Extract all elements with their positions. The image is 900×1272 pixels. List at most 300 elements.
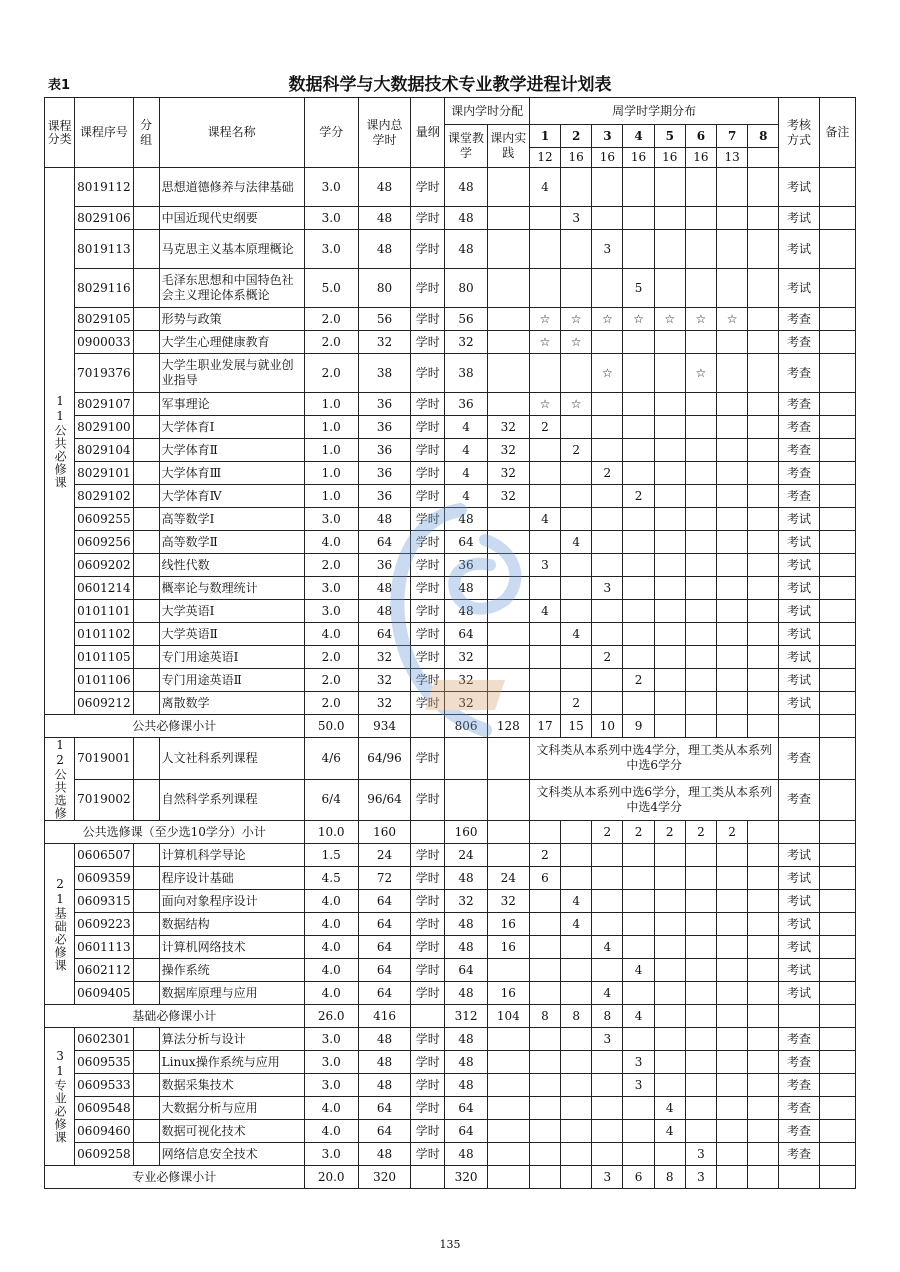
term-cell	[529, 936, 560, 959]
hours-cell: 48	[358, 1051, 410, 1074]
group-cell	[133, 508, 159, 531]
term-cell	[561, 600, 592, 623]
remark-cell	[819, 416, 855, 439]
remark-cell	[819, 1074, 855, 1097]
term-cell	[529, 269, 560, 308]
section-category: 21基础必修课	[45, 844, 75, 1005]
course-name: 线性代数	[159, 554, 304, 577]
group-cell	[133, 269, 159, 308]
subtotal-exam	[779, 821, 819, 844]
exam-cell: 考试	[779, 600, 819, 623]
term-cell	[717, 354, 748, 393]
remark-cell	[819, 1097, 855, 1120]
term-cell	[685, 913, 716, 936]
practice-cell	[487, 577, 529, 600]
term-cell: 4	[529, 168, 560, 207]
course-number: 7019002	[75, 779, 133, 821]
term-cell	[685, 1120, 716, 1143]
course-name: 毛泽东思想和中国特色社会主义理论体系概论	[159, 269, 304, 308]
subtotal-term	[685, 715, 716, 738]
section-category: 31专业必修课	[45, 1028, 75, 1166]
term-cell	[529, 439, 560, 462]
subtotal-term	[529, 1166, 560, 1189]
subtotal-term	[529, 821, 560, 844]
term-cell	[654, 844, 685, 867]
group-cell	[133, 393, 159, 416]
term-cell	[717, 230, 748, 269]
exam-cell: 考试	[779, 936, 819, 959]
hours-cell: 64	[358, 531, 410, 554]
term-cell	[748, 959, 779, 982]
table-row	[45, 692, 856, 715]
unit-cell: 学时	[411, 1143, 445, 1166]
remark-cell	[819, 779, 855, 821]
subtotal-exam	[779, 1166, 819, 1189]
term-cell	[561, 669, 592, 692]
group-cell	[133, 844, 159, 867]
term-cell	[623, 531, 654, 554]
term-cell	[717, 168, 748, 207]
hours-cell: 48	[358, 1074, 410, 1097]
lecture-cell: 32	[445, 890, 487, 913]
term-cell	[592, 959, 623, 982]
credit-cell: 3.0	[304, 230, 358, 269]
lecture-cell: 24	[445, 844, 487, 867]
term-cell	[654, 531, 685, 554]
course-name: 自然科学系列课程	[159, 779, 304, 821]
term-cell	[654, 554, 685, 577]
table-row	[45, 867, 856, 890]
credit-cell: 2.0	[304, 646, 358, 669]
header-term-weeks: 16	[654, 148, 685, 168]
term-cell	[654, 207, 685, 230]
group-cell	[133, 531, 159, 554]
group-cell	[133, 623, 159, 646]
term-cell	[717, 1028, 748, 1051]
group-cell	[133, 890, 159, 913]
exam-cell: 考试	[779, 959, 819, 982]
course-number: 7019001	[75, 738, 133, 780]
subtotal-row	[45, 821, 856, 844]
subtotal-term	[748, 1005, 779, 1028]
practice-cell	[487, 554, 529, 577]
term-cell	[623, 230, 654, 269]
term-cell	[717, 890, 748, 913]
subtotal-credit: 20.0	[304, 1166, 358, 1189]
term-cell: 4	[561, 890, 592, 913]
group-cell	[133, 867, 159, 890]
exam-cell: 考试	[779, 577, 819, 600]
term-cell	[748, 1028, 779, 1051]
table-label: 表1	[48, 78, 71, 93]
unit-cell: 学时	[411, 669, 445, 692]
term-cell: 3	[529, 554, 560, 577]
course-number: 8029106	[75, 207, 133, 230]
subtotal-term: 2	[685, 821, 716, 844]
lecture-cell: 4	[445, 462, 487, 485]
course-number: 0101101	[75, 600, 133, 623]
exam-cell: 考试	[779, 913, 819, 936]
credit-cell: 4.0	[304, 1120, 358, 1143]
term-cell	[748, 623, 779, 646]
credit-cell: 2.0	[304, 331, 358, 354]
term-cell: 4	[623, 959, 654, 982]
unit-cell: 学时	[411, 890, 445, 913]
term-cell	[748, 1120, 779, 1143]
term-cell	[654, 646, 685, 669]
group-cell	[133, 230, 159, 269]
term-cell	[561, 1074, 592, 1097]
hours-cell: 96/64	[358, 779, 410, 821]
unit-cell: 学时	[411, 982, 445, 1005]
course-number: 0609315	[75, 890, 133, 913]
hours-cell: 32	[358, 646, 410, 669]
term-cell	[529, 1143, 560, 1166]
term-cell	[748, 269, 779, 308]
hours-cell: 72	[358, 867, 410, 890]
exam-cell: 考查	[779, 462, 819, 485]
practice-cell	[487, 269, 529, 308]
remark-cell	[819, 623, 855, 646]
course-number: 8019112	[75, 168, 133, 207]
table-row	[45, 331, 856, 354]
unit-cell: 学时	[411, 600, 445, 623]
term-cell: 4	[561, 913, 592, 936]
group-cell	[133, 1143, 159, 1166]
credit-cell: 2.0	[304, 669, 358, 692]
header-term: 8	[748, 125, 779, 148]
header-exam: 考核方式	[779, 98, 819, 168]
group-cell	[133, 1120, 159, 1143]
group-cell	[133, 1051, 159, 1074]
term-cell	[592, 439, 623, 462]
section-category: 12公共选修	[45, 738, 75, 821]
credit-cell: 2.0	[304, 308, 358, 331]
page-number: 135	[439, 1238, 461, 1251]
credit-cell: 3.0	[304, 1074, 358, 1097]
term-cell	[529, 354, 560, 393]
subtotal-hours: 160	[358, 821, 410, 844]
unit-cell: 学时	[411, 913, 445, 936]
course-number: 8029101	[75, 462, 133, 485]
term-cell	[748, 331, 779, 354]
term-cell	[561, 1120, 592, 1143]
table-row	[45, 646, 856, 669]
term-cell	[654, 1074, 685, 1097]
term-cell	[592, 331, 623, 354]
credit-cell: 1.0	[304, 485, 358, 508]
term-cell	[654, 230, 685, 269]
term-cell	[654, 1143, 685, 1166]
term-cell	[592, 269, 623, 308]
header-term-weeks: 16	[623, 148, 654, 168]
exam-cell: 考试	[779, 669, 819, 692]
subtotal-practice	[487, 821, 529, 844]
remark-cell	[819, 531, 855, 554]
term-cell	[529, 623, 560, 646]
subtotal-term	[685, 1005, 716, 1028]
term-cell	[685, 439, 716, 462]
selection-note: 文科类从本系列中选6学分，理工类从本系列中选4学分	[529, 779, 779, 821]
course-name: 高等数学Ⅱ	[159, 531, 304, 554]
lecture-cell: 56	[445, 308, 487, 331]
term-cell	[685, 844, 716, 867]
term-cell	[592, 485, 623, 508]
exam-cell: 考查	[779, 354, 819, 393]
course-number: 0609548	[75, 1097, 133, 1120]
term-cell: 3	[561, 207, 592, 230]
table-row	[45, 844, 856, 867]
hours-cell: 36	[358, 393, 410, 416]
term-cell	[717, 1143, 748, 1166]
subtotal-term: 3	[685, 1166, 716, 1189]
subtotal-lecture: 160	[445, 821, 487, 844]
credit-cell: 4.0	[304, 959, 358, 982]
subtotal-term	[748, 715, 779, 738]
course-number: 0900033	[75, 331, 133, 354]
unit-cell: 学时	[411, 844, 445, 867]
lecture-cell: 48	[445, 913, 487, 936]
unit-cell: 学时	[411, 779, 445, 821]
unit-cell: 学时	[411, 554, 445, 577]
course-number: 8029116	[75, 269, 133, 308]
course-number: 0606507	[75, 844, 133, 867]
term-cell	[748, 207, 779, 230]
subtotal-term: 8	[561, 1005, 592, 1028]
lecture-cell: 48	[445, 867, 487, 890]
course-name: 军事理论	[159, 393, 304, 416]
term-cell	[592, 168, 623, 207]
table-row	[45, 623, 856, 646]
remark-cell	[819, 485, 855, 508]
unit-cell: 学时	[411, 269, 445, 308]
credit-cell: 1.0	[304, 416, 358, 439]
term-cell	[685, 269, 716, 308]
course-number: 0609255	[75, 508, 133, 531]
header-term: 3	[592, 125, 623, 148]
term-cell	[717, 416, 748, 439]
subtotal-label: 专业必修课小计	[45, 1166, 305, 1189]
term-cell	[592, 531, 623, 554]
term-cell: ☆	[529, 308, 560, 331]
course-name: 面向对象程序设计	[159, 890, 304, 913]
table-row	[45, 1143, 856, 1166]
subtotal-practice	[487, 1166, 529, 1189]
course-name: 大学生心理健康教育	[159, 331, 304, 354]
header-term-weeks: 16	[685, 148, 716, 168]
hours-cell: 36	[358, 416, 410, 439]
exam-cell: 考查	[779, 779, 819, 821]
hours-cell: 64	[358, 623, 410, 646]
unit-cell: 学时	[411, 308, 445, 331]
term-cell	[685, 207, 716, 230]
exam-cell: 考试	[779, 692, 819, 715]
practice-cell	[487, 1143, 529, 1166]
course-name: 数据可视化技术	[159, 1120, 304, 1143]
hours-cell: 64/96	[358, 738, 410, 780]
term-cell	[717, 1120, 748, 1143]
remark-cell	[819, 646, 855, 669]
term-cell	[561, 844, 592, 867]
course-name: 操作系统	[159, 959, 304, 982]
lecture-cell: 48	[445, 1028, 487, 1051]
course-name: 概率论与数理统计	[159, 577, 304, 600]
term-cell	[748, 1097, 779, 1120]
remark-cell	[819, 168, 855, 207]
course-number: 0609460	[75, 1120, 133, 1143]
term-cell	[717, 531, 748, 554]
selection-note: 文科类从本系列中选4学分，理工类从本系列中选6学分	[529, 738, 779, 780]
term-cell	[561, 462, 592, 485]
credit-cell: 3.0	[304, 508, 358, 531]
subtotal-remark	[819, 715, 855, 738]
subtotal-credit: 26.0	[304, 1005, 358, 1028]
header-term-weeks	[748, 148, 779, 168]
subtotal-term: 17	[529, 715, 560, 738]
term-cell	[685, 1028, 716, 1051]
term-cell	[623, 1120, 654, 1143]
term-cell	[685, 531, 716, 554]
term-cell: 4	[654, 1120, 685, 1143]
credit-cell: 3.0	[304, 207, 358, 230]
header-term-weeks: 13	[717, 148, 748, 168]
exam-cell: 考试	[779, 207, 819, 230]
course-name: 思想道德修养与法律基础	[159, 168, 304, 207]
lecture-cell: 48	[445, 508, 487, 531]
lecture-cell: 80	[445, 269, 487, 308]
term-cell	[623, 982, 654, 1005]
subtotal-label: 公共选修课（至少选10学分）小计	[45, 821, 305, 844]
subtotal-term: 8	[654, 1166, 685, 1189]
credit-cell: 2.0	[304, 554, 358, 577]
lecture-cell: 32	[445, 669, 487, 692]
exam-cell: 考查	[779, 1051, 819, 1074]
term-cell	[748, 485, 779, 508]
subtotal-remark	[819, 1005, 855, 1028]
practice-cell: 32	[487, 462, 529, 485]
term-cell	[654, 982, 685, 1005]
course-number: 0609223	[75, 913, 133, 936]
course-name: 专门用途英语Ⅱ	[159, 669, 304, 692]
remark-cell	[819, 982, 855, 1005]
exam-cell: 考试	[779, 230, 819, 269]
term-cell	[592, 913, 623, 936]
remark-cell	[819, 867, 855, 890]
term-cell: 3	[592, 1028, 623, 1051]
term-cell	[717, 959, 748, 982]
term-cell	[748, 308, 779, 331]
hours-cell: 64	[358, 913, 410, 936]
table-row	[45, 230, 856, 269]
term-cell: 3	[592, 577, 623, 600]
table-row	[45, 1097, 856, 1120]
subtotal-term: 2	[592, 821, 623, 844]
term-cell	[654, 331, 685, 354]
credit-cell: 4.0	[304, 890, 358, 913]
course-number: 8029107	[75, 393, 133, 416]
term-cell	[685, 646, 716, 669]
group-cell	[133, 416, 159, 439]
term-cell	[592, 1120, 623, 1143]
unit-cell: 学时	[411, 168, 445, 207]
term-cell	[717, 692, 748, 715]
practice-cell: 16	[487, 936, 529, 959]
header-term: 5	[654, 125, 685, 148]
term-cell	[685, 230, 716, 269]
remark-cell	[819, 738, 855, 780]
header-term: 6	[685, 125, 716, 148]
term-cell	[685, 600, 716, 623]
term-cell	[623, 207, 654, 230]
term-cell	[685, 393, 716, 416]
term-cell	[748, 168, 779, 207]
hours-cell: 64	[358, 959, 410, 982]
remark-cell	[819, 207, 855, 230]
course-name: 计算机网络技术	[159, 936, 304, 959]
hours-cell: 38	[358, 354, 410, 393]
header-practice: 课内实践	[487, 125, 529, 168]
term-cell	[685, 1074, 716, 1097]
group-cell	[133, 982, 159, 1005]
term-cell	[685, 867, 716, 890]
term-cell: ☆	[654, 308, 685, 331]
practice-cell: 24	[487, 867, 529, 890]
table-row	[45, 462, 856, 485]
term-cell	[654, 439, 685, 462]
term-cell	[529, 1120, 560, 1143]
exam-cell: 考查	[779, 485, 819, 508]
subtotal-term	[654, 715, 685, 738]
exam-cell: 考试	[779, 982, 819, 1005]
lecture-cell: 48	[445, 207, 487, 230]
exam-cell: 考查	[779, 439, 819, 462]
remark-cell	[819, 1143, 855, 1166]
table-row	[45, 738, 856, 780]
term-cell	[623, 462, 654, 485]
subtotal-exam	[779, 1005, 819, 1028]
term-cell: 4	[561, 623, 592, 646]
credit-cell: 4.5	[304, 867, 358, 890]
term-cell	[561, 1097, 592, 1120]
term-cell	[717, 623, 748, 646]
hours-cell: 64	[358, 1120, 410, 1143]
remark-cell	[819, 959, 855, 982]
term-cell	[654, 462, 685, 485]
table-row	[45, 439, 856, 462]
unit-cell: 学时	[411, 354, 445, 393]
course-name: 数据库原理与应用	[159, 982, 304, 1005]
course-name: 大数据分析与应用	[159, 1097, 304, 1120]
unit-cell: 学时	[411, 416, 445, 439]
course-number: 0609533	[75, 1074, 133, 1097]
term-cell	[685, 554, 716, 577]
header-term: 4	[623, 125, 654, 148]
term-cell	[654, 269, 685, 308]
term-cell	[654, 168, 685, 207]
practice-cell	[487, 230, 529, 269]
unit-cell: 学时	[411, 230, 445, 269]
practice-cell	[487, 168, 529, 207]
term-cell	[748, 936, 779, 959]
term-cell	[717, 669, 748, 692]
unit-cell: 学时	[411, 439, 445, 462]
header-course-name: 课程名称	[159, 98, 304, 168]
table-row	[45, 354, 856, 393]
term-cell	[623, 168, 654, 207]
practice-cell	[487, 207, 529, 230]
subtotal-term	[717, 1166, 748, 1189]
term-cell	[654, 393, 685, 416]
